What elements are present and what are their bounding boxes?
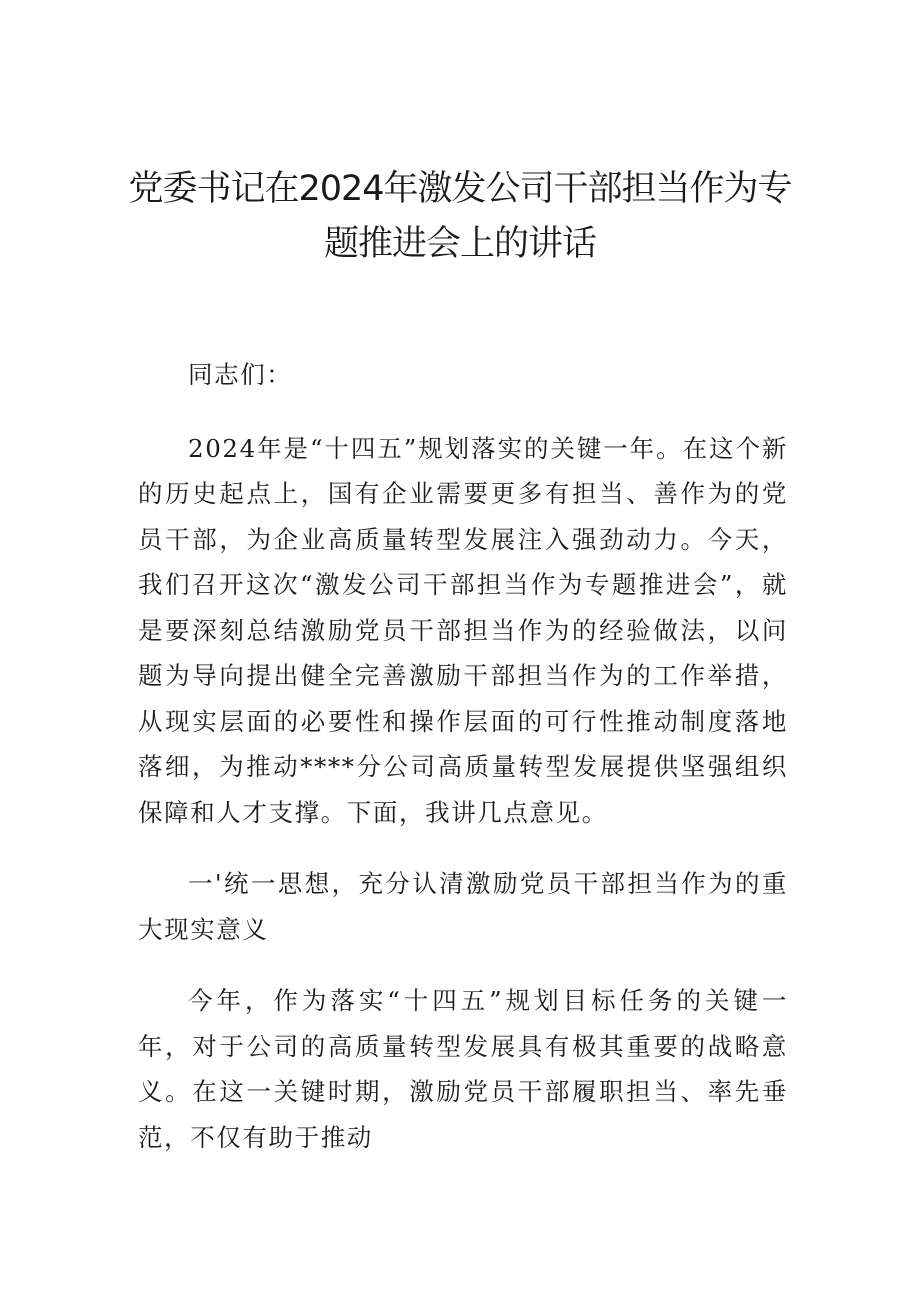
title-line-2: 题推进会上的讲话 [323, 224, 596, 264]
document-body [138, 352, 788, 1160]
paragraph-intro: 2024年是“十四五”规划落实的关键一年。在这个新的历史起点上，国有企业需要更多有担当、善作为的党员干部，为企业高质量转型发展注入强劲动力。今天，我们召开这次“激发公司干部担当作为专题推进会”，就是要深刻总结激励党员干部担当作为的经验做法，以问题为导向提出健全完善激励干部担当作为的工作举措，从现实层面的必要性和操作层面的可行性推动制度落地落细，为推动****分公司高质量转型发展提供坚强组织保障和人才支撑。下面，我讲几点意见。 [138, 433, 788, 827]
document-title [120, 162, 800, 272]
paragraph-section-1: 今年，作为落实“十四五”规划目标任务的关键一年，对于公司的高质量转型发展具有极其重要的战略意义。在这一关键时期，激励党员干部履职担当、率先垂范，不仅有助于推动 [138, 986, 788, 1152]
greeting: 同志们： [188, 360, 293, 389]
title-line-1: 党委书记在2024年激发公司干部担当作为专 [128, 169, 792, 209]
section-heading-1: 一'统一思想，充分认清激励党员干部担当作为的重大现实意义 [138, 869, 788, 944]
